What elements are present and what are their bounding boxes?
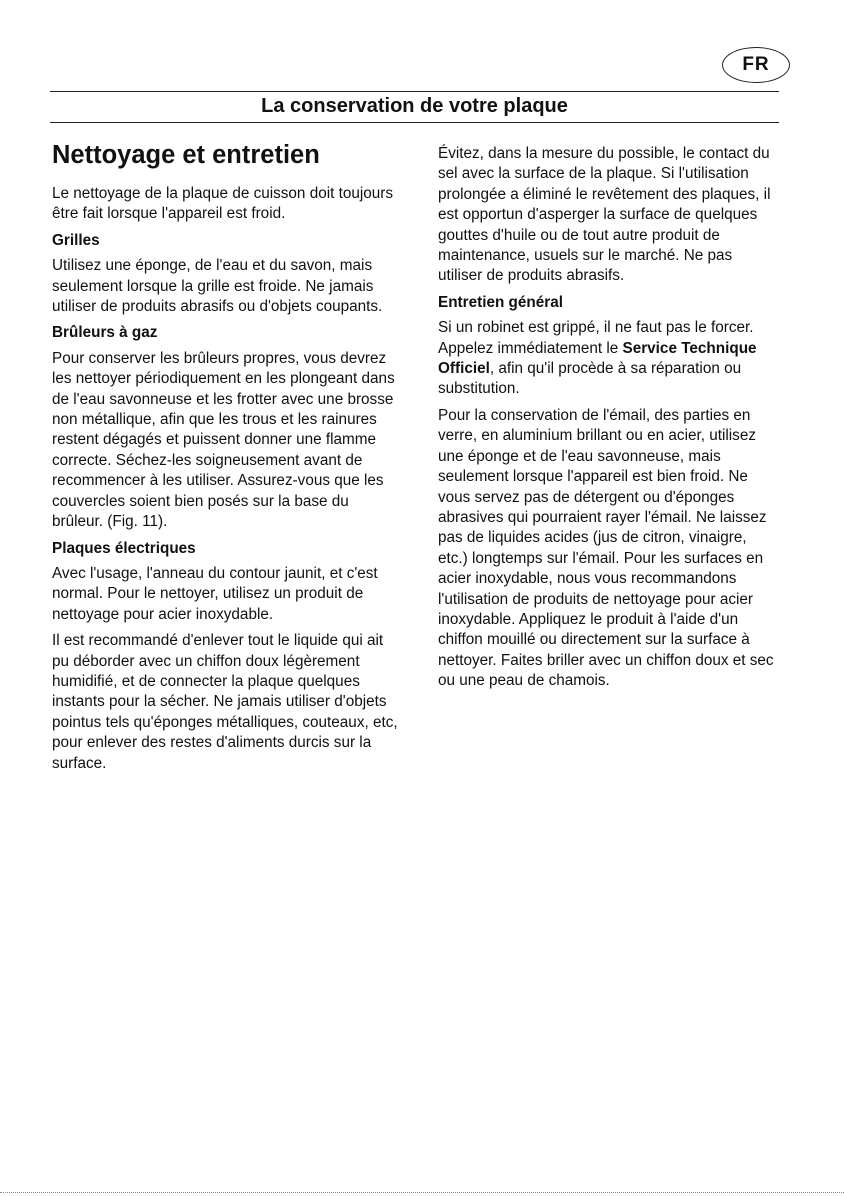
plaques-paragraph-2: Il est recommandé d'enlever tout le liquide qui ait pu déborder avec un chiffon doux légèrement humidifié, et de connecter la plaque quelques instants pour la sécher. Ne jamais utiliser d'objets pointus tels qu'éponges métalliques, couteaux, etc, pour enlever des restes d'aliments durcis sur la surface.	[52, 632, 398, 772]
language-badge: FR	[722, 47, 790, 83]
page-title: La conservation de votre plaque	[261, 95, 568, 117]
header-rule-bottom	[50, 122, 779, 123]
intro-paragraph: Le nettoyage de la plaque de cuisson doit toujours être fait lorsque l'appareil est froid.	[52, 185, 394, 223]
section-heading: Nettoyage et entretien	[52, 141, 320, 169]
email-paragraph: Pour la conservation de l'émail, des parties en verre, en aluminium brillant ou en acier, utilisez une éponge et de l'eau savonneuse, mais seulement lorsque l'appareil est bien froid. Ne vous servez pas de détergent ou d'éponges abrasives qui pourraient rayer l'émail. Ne laissez pas de liquides acides (jus de citron, vinaigre, etc.) longtemps sur l'émail. Pour les surfaces en acier inoxydable, nous vous recommandons l'utilisation de produits de nettoyage pour acier inoxydable. Appliquez le produit à l'aide d'un chiffon mouillé ou directement sur la surface à nettoyer. Faites briller avec un chiffon doux et sec ou une peau de chamois.	[438, 406, 774, 690]
sel-paragraph: Évitez, dans la mesure du possible, le contact du sel avec la surface de la plaque. Si l'utilisation prolongée a éliminé le revêtement des plaques, il est opportun d'asperger la surface de quelques gouttes d'huile ou de tout autre produit de maintenance, usuels sur le marché. Ne pas utiliser de produits abrasifs.	[438, 145, 771, 285]
subheading-grilles: Grilles	[52, 231, 100, 249]
entretien-text-pre: Si un robinet est grippé, il ne faut pas le forcer. Appelez immédiatement le	[438, 319, 754, 357]
subheading-entretien: Entretien général	[438, 293, 563, 311]
grilles-paragraph: Utilisez une éponge, de l'eau et du savon, mais seulement lorsque la grille est froide. Ne jamais utiliser de produits abrasifs ou d'objets coupants.	[52, 257, 383, 316]
left-column	[52, 138, 398, 780]
right-column	[438, 144, 778, 698]
subheading-plaques: Plaques électriques	[52, 539, 196, 557]
bruleurs-paragraph: Pour conserver les brûleurs propres, vous devrez les nettoyer périodiquement en les plongeant dans de l'eau savonneuse et les frotter avec une brosse non métallique, afin que les trous et les rainures restent dégagés et puissent donner une flamme correcte. Séchez-les soigneusement avant de recommencer à les utiliser. Assurez-vous que les couvercles soient bien posés sur la base du brûleur. (Fig. 11).	[52, 349, 395, 531]
header-rule-top	[50, 91, 779, 92]
entretien-paragraph	[438, 318, 778, 400]
service-technique-label: Service Technique Officiel	[438, 339, 757, 378]
plaques-paragraph-1: Avec l'usage, l'anneau du contour jaunit, et c'est normal. Pour le nettoyer, utilisez un produit de nettoyage pour acier inoxydable.	[52, 564, 378, 623]
footer-rule	[0, 1192, 844, 1193]
subheading-bruleurs: Brûleurs à gaz	[52, 324, 158, 342]
entretien-text-post: , afin qu'il procède à sa réparation ou substitution.	[438, 360, 742, 398]
